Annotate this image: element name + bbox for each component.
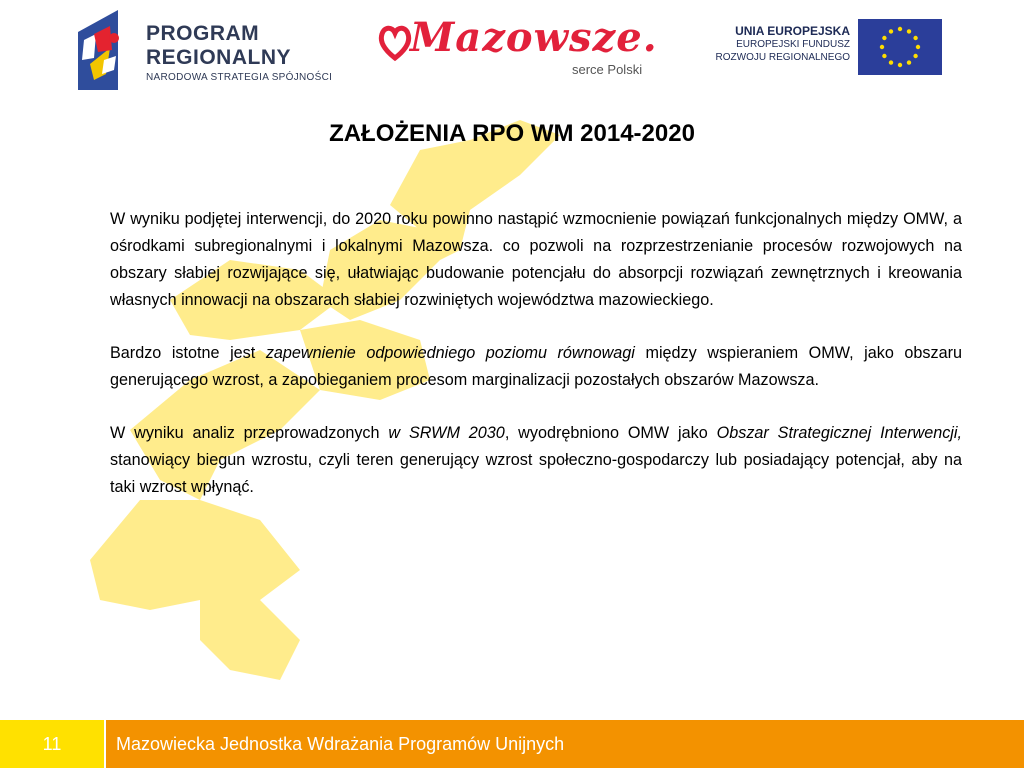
eu-line1: UNIA EUROPEJSKA	[735, 24, 850, 38]
eu-logo-text	[696, 24, 850, 64]
header	[0, 0, 1024, 100]
paragraph-2-emphasis: zapewnienie odpowiedniego poziomu równowagi	[265, 344, 635, 362]
eu-line3: ROZWOJU REGIONALNEGO	[715, 52, 850, 63]
paragraph-3-text-c: stanowiący biegun wzrostu, czyli teren generujący wzrost społeczno-gospodarczy lub posiadający potencjał, aby na taki wzrost wpłynąć.	[110, 451, 962, 496]
paragraph-2-text-b: między wspieraniem OMW, jako obszaru generującego wzrost, a zapobieganiem procesom marginalizacji pozostałych obszarów Mazowsza.	[110, 344, 963, 389]
eu-flag-icon	[858, 19, 942, 75]
paragraph-3-text-a: W wyniku analiz przeprowadzonych	[110, 424, 389, 442]
paragraph-3	[110, 420, 962, 501]
slide-body	[110, 206, 962, 527]
footer-divider	[104, 720, 106, 768]
paragraph-3-emphasis-1: w SRWM 2030	[388, 424, 505, 442]
footer-bar	[0, 720, 1024, 768]
mazowsze-wordmark: Mazowsze.	[410, 14, 658, 61]
mazowsze-tagline: serce Polski	[572, 62, 643, 77]
page-number: 11	[0, 720, 104, 768]
eu-line2: EUROPEJSKI FUNDUSZ	[736, 39, 850, 50]
paragraph-1: W wyniku podjętej interwencji, do 2020 roku powinno nastąpić wzmocnienie powiązań funkcjonalnych między OMW, a ośrodkami subregionalnymi i lokalnymi Mazowsza. co pozwoli na rozprzestrzenianie procesów rozwojowych na obszary słabiej rozwijające się, ułatwiając budowanie potencjału do absorpcji rozwiązań zewnętrznych i kreowania własnych innowacji na obszarach słabiej rozwiniętych województwa mazowieckiego.	[110, 210, 962, 309]
program-regionalny-line2: REGIONALNY	[146, 46, 292, 69]
paragraph-3-text-b: , wyodrębniono OMW jako	[504, 424, 717, 442]
paragraph-2-text-a: Bardzo istotne jest	[110, 344, 266, 362]
paragraph-2	[110, 340, 962, 394]
program-regionalny-logo	[70, 4, 350, 94]
star-shape	[200, 600, 300, 680]
program-regionalny-emblem	[70, 4, 150, 94]
program-regionalny-line1: PROGRAM	[146, 22, 260, 45]
program-regionalny-line3: NARODOWA STRATEGIA SPÓJNOŚCI	[146, 72, 333, 83]
footer-organization: Mazowiecka Jednostka Wdrażania Programów Unijnych	[116, 734, 565, 754]
paragraph-3-emphasis-2: Obszar Strategicznej Interwencji,	[716, 424, 962, 442]
slide-title: ZAŁOŻENIA RPO WM 2014-2020	[329, 120, 695, 147]
mazowsze-heart-icon	[378, 22, 412, 62]
